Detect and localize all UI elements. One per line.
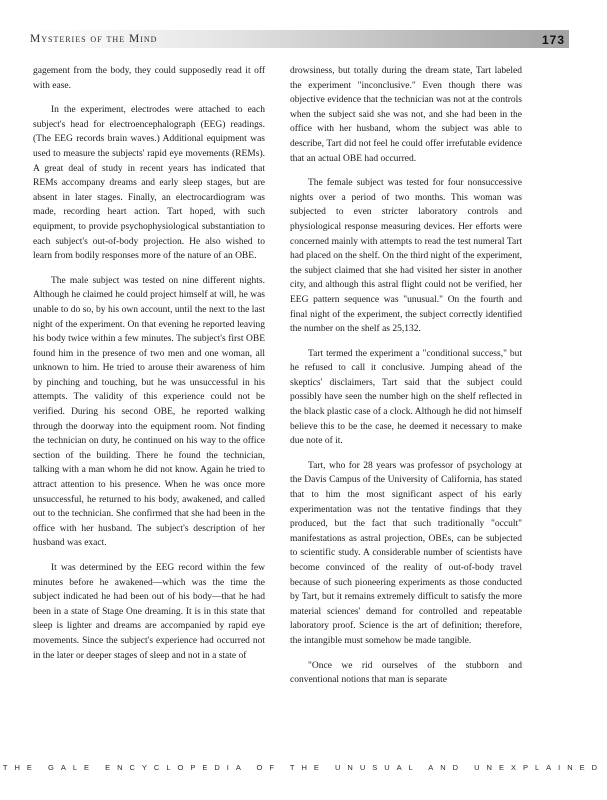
right-column [290,64,522,698]
paragraph: The female subject was tested for four nonsuccessive nights over a period of two months. This woman was subjected to even stricter laboratory controls and physiological response measuring devices. Her efforts were concerned mainly with attempts to read the test numeral Tart had placed on the shelf. On the third night of the experiment, the subject claimed that she had visited her sister in another city, and although this astral flight could not be verified, her EEG pattern sequence was "unusual." On the fourth and final night of the experiment, the subject correctly identified the number on the shelf as 25,132. [290,178,522,335]
paragraph: It was determined by the EEG record within the few minutes before he awakened—which was the time the subject indicated he had been out of his body—that he had been in a state of Stage One dreaming. It is in this state that sleep is lighter and dreams are accompanied by rapid eye movements. Since the subject's experience had occurred not in the later or deeper stages of sleep and not in a state of [33,563,265,661]
paragraph: The male subject was tested on nine different nights. Although he claimed he could project himself at will, he was unable to do so, by his own account, until the next to the last night of the experiment. On that evening he reported leaving his body twice within a few minutes. The subject's first OBE found him in the presence of two men and one woman, all unknown to him. He tried to arouse their awareness of him by pinching and touching, but he was unsuccessful in his attempts. The validity of this experience could not be verified. During his second OBE, he reported walking through the doorway into the equipment room. Not finding the technician on duty, he continued on his way to the office section of the building. There he found the technician, talking with a man whom he did not know. Again he tried to attract attention to his presence. When he was once more unsuccessful, he returned to his body, awakened, and called out to the technician. She confirmed that she had been in the office with her husband. The subject's description of her husband was exact. [33,275,265,549]
running-head: Mysteries of the Mind [30,33,158,45]
left-column [33,64,265,673]
paragraph: Tart, who for 28 years was professor of psychology at the Davis Campus of the University of California, has stated that to him the most significant aspect of his early experimentation was not the tentative findings that they produced, but the fact that such traditionally "occult" manifestations as astral projection, OBEs, can be subjected to scientific study. A considerable number of scientists have become convinced of the reality of out-of-body travel because of such pioneering experiments as those conducted by Tart, but it remains extremely difficult to satisfy the more material sciences' demand for controlled and repeatable laboratory proof. Science is the art of definition; therefore, the intangible must somehow be made tangible. [290,460,522,646]
footer-title: THE GALE ENCYCLOPEDIA OF THE UNUSUAL AND UNEXPLAINED [2,763,605,772]
paragraph: drowsiness, but totally during the dream state, Tart labeled the experiment "inconclusive." Even though there was objective evidence that the technician was not at the controls when the subject said she was not, and she had been in the office with her husband, whom the subject was able to describe, Tart did not feel he could offer irrefutable evidence that an actual OBE had occurred. [290,66,522,164]
paragraph: In the experiment, electrodes were attached to each subject's head for electroencephalograph (EEG) readings. (The EEG records brain waves.) Additional equipment was used to measure the subjects' rapid eye movements (REMs). A great deal of study in recent years has indicated that REMs accompany dreams and early sleep stages, but are absent in later stages. Finally, an electrocardiogram was made, recording heart action. Tart hoped, with such equipment, to provide psychophysiological substantiation to each subject's out-of-body projection. He also wished to learn from bodily responses more of the nature of an OBE. [33,105,265,262]
paragraph: Tart termed the experiment a "conditional success," but he refused to call it conclusive. Jumping ahead of the skeptics' disclaimers, Tart said that the subject could possibly have seen the number high on the shelf reflected in the black plastic case of a clock. Although he did not himself believe this to be the case, he deemed it necessary to make due note of it. [290,348,522,447]
paragraph: gagement from the body, they could supposedly read it off with ease. [33,66,265,91]
paragraph: "Once we rid ourselves of the stubborn and conventional notions that man is separate [290,660,522,686]
page-number: 173 [541,33,565,47]
